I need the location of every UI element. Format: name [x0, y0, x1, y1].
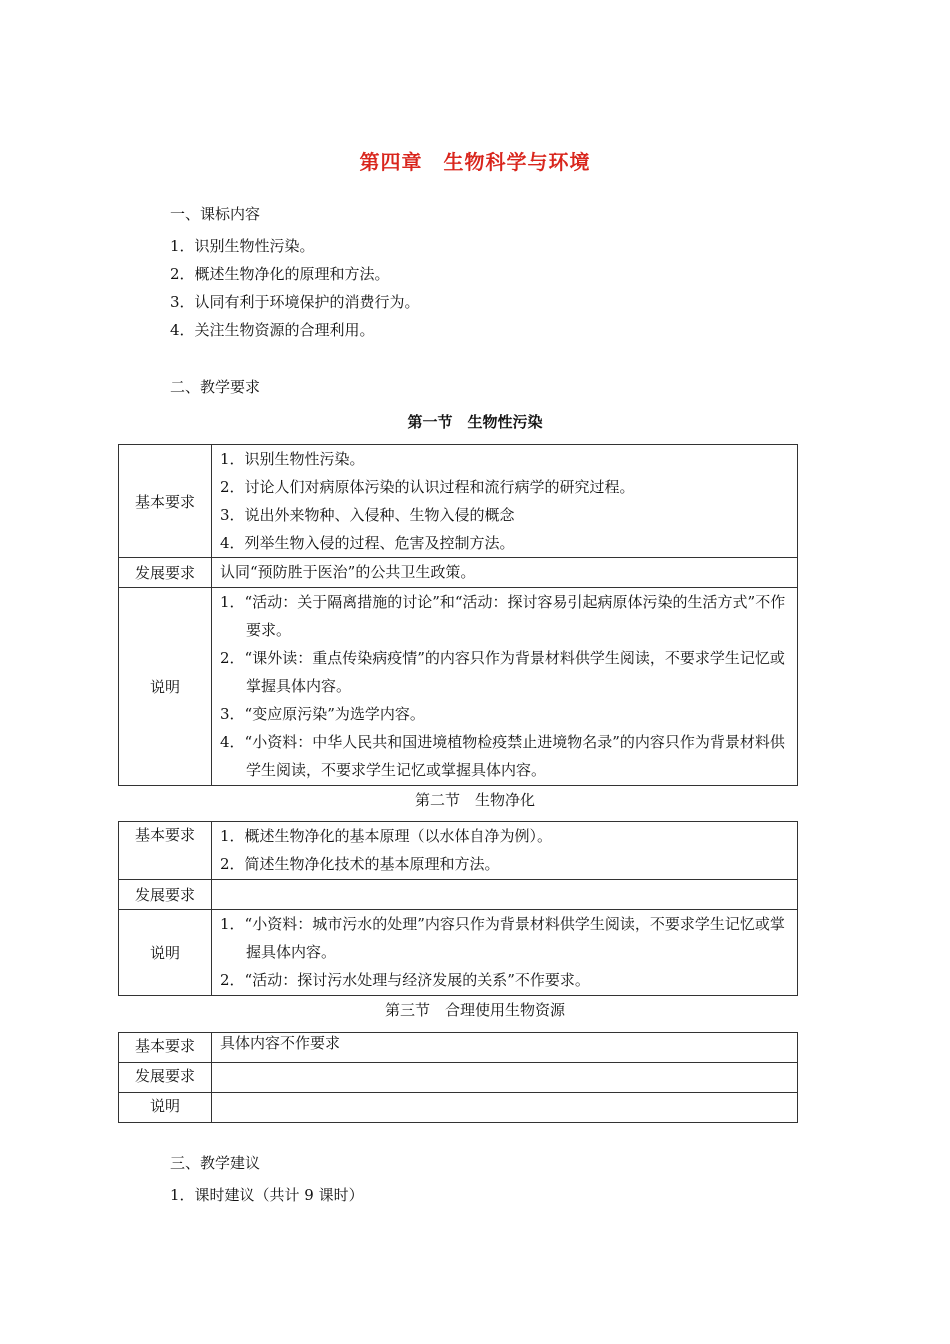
table-row: [119, 880, 798, 910]
list-item: 4．关注生物资源的合理利用。: [170, 321, 375, 339]
table-row: [119, 558, 798, 588]
list-item: 3．认同有利于环境保护的消费行为。: [170, 293, 420, 311]
table-row: [119, 1063, 798, 1093]
note-line: 3．“变应原污染”为选学内容。: [220, 705, 425, 723]
row-content: [212, 588, 798, 786]
row-label: 基本要求: [119, 1033, 212, 1063]
note-line: 1．“活动：关于隔离措施的讨论”和“活动：探讨容易引起病原体污染的生活方式”不作要求。: [220, 593, 786, 639]
row-content: [212, 1093, 798, 1123]
table-row: [119, 822, 798, 880]
list-item: 1．课时建议（共计 9 课时）: [170, 1186, 364, 1204]
requirement-line: 2．简述生物净化技术的基本原理和方法。: [220, 855, 500, 873]
page-title: 第四章 生物科学与环境: [359, 150, 591, 174]
requirements-table: [118, 1032, 798, 1123]
row-label: 基本要求: [119, 822, 212, 880]
section1-heading: 一、课标内容: [170, 205, 261, 223]
row-content: [212, 445, 798, 558]
row-content: [212, 910, 798, 996]
list-item: 1．识别生物性污染。: [170, 237, 315, 255]
table-row: [119, 588, 798, 786]
row-content: 具体内容不作要求: [212, 1033, 798, 1063]
requirement-line: 2．讨论人们对病原体污染的认识过程和流行病学的研究过程。: [220, 478, 635, 496]
table-row: [119, 1033, 798, 1063]
table-row: [119, 1093, 798, 1123]
subsection-title: 第二节 生物净化: [414, 791, 535, 809]
row-content: [212, 880, 798, 910]
table-row: [119, 910, 798, 996]
row-label: 发展要求: [119, 1063, 212, 1093]
table-row: [119, 445, 798, 558]
note-line: 4．“小资料：中华人民共和国进境植物检疫禁止进境物名录”的内容只作为背景材料供学生阅读，不要求学生记忆或掌握具体内容。: [220, 733, 785, 779]
row-content: [212, 822, 798, 880]
row-label: 说明: [119, 588, 212, 786]
requirement-line: 1．概述生物净化的基本原理（以水体自净为例）。: [220, 827, 553, 845]
note-line: 2．“课外读：重点传染病疫情”的内容只作为背景材料供学生阅读，不要求学生记忆或掌握具体内容。: [220, 649, 785, 695]
row-content: 认同“预防胜于医治”的公共卫生政策。: [212, 558, 798, 588]
row-label: 说明: [119, 910, 212, 996]
requirements-table: [118, 821, 798, 996]
row-label: 发展要求: [119, 880, 212, 910]
row-label: 发展要求: [119, 558, 212, 588]
subsection-title: 第一节 生物性污染: [407, 413, 543, 431]
note-line: 2．“活动：探讨污水处理与经济发展的关系”不作要求。: [220, 971, 590, 989]
requirement-line: 1．识别生物性污染。: [220, 450, 365, 468]
row-label: 说明: [119, 1093, 212, 1123]
section2-heading: 二、教学要求: [170, 378, 261, 396]
requirements-table: [118, 444, 798, 786]
row-content: [212, 1063, 798, 1093]
subsection-title: 第三节 合理使用生物资源: [384, 1001, 565, 1019]
requirement-line: 4．列举生物入侵的过程、危害及控制方法。: [220, 534, 515, 552]
requirement-line: 3．说出外来物种、入侵种、生物入侵的概念: [220, 506, 515, 524]
list-item: 2．概述生物净化的原理和方法。: [170, 265, 390, 283]
row-label: 基本要求: [119, 445, 212, 558]
section3-heading: 三、教学建议: [170, 1154, 261, 1172]
note-line: 1．“小资料：城市污水的处理”内容只作为背景材料供学生阅读，不要求学生记忆或掌握具体内容。: [220, 915, 785, 961]
